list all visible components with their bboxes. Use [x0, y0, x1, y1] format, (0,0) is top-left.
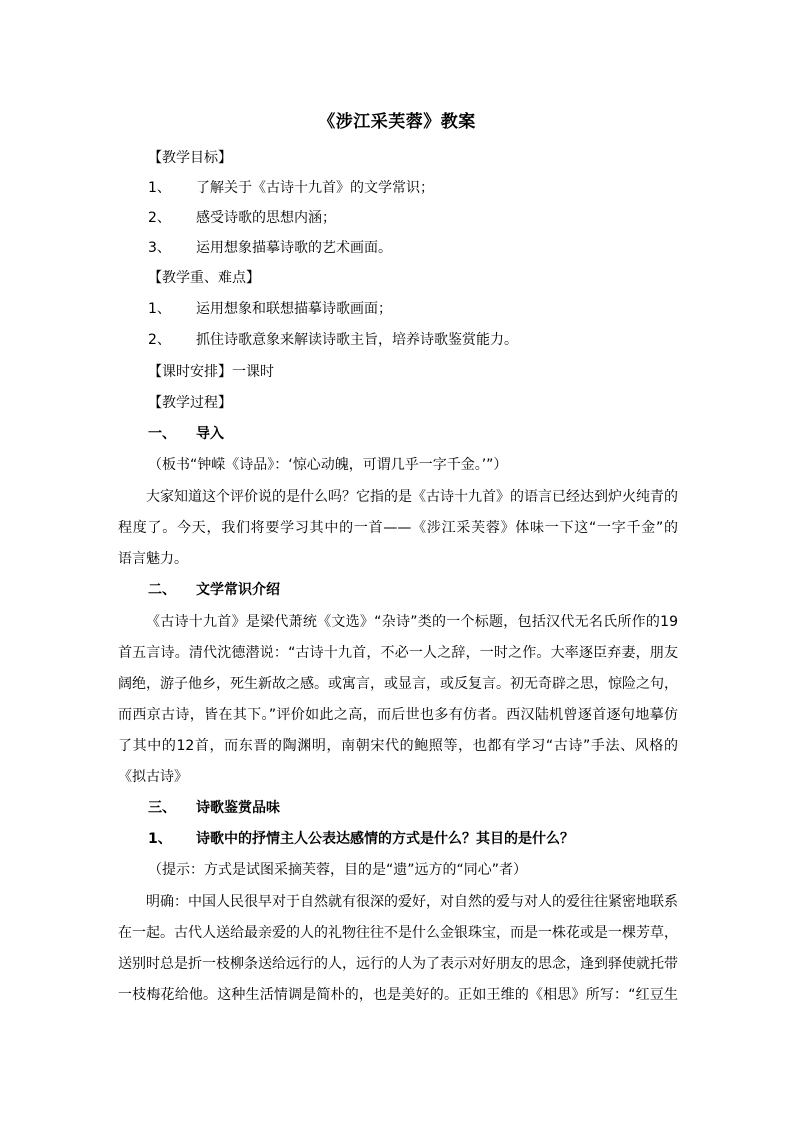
- step-number: 一、: [148, 426, 176, 442]
- step-2-heading: [148, 580, 280, 600]
- question-text: 诗歌中的抒情主人公表达感情的方式是什么？其目的是什么？: [196, 831, 574, 847]
- goal-item-1: [148, 178, 434, 198]
- paragraph-line: 《古诗十九首》是梁代萧统《文选》“杂诗”类的一个标题，包括汉代无名氏所作的19: [146, 614, 678, 630]
- question-1: [148, 829, 574, 849]
- literary-knowledge-paragraph: [118, 607, 678, 793]
- key-points-heading: 【教学重、难点】: [148, 270, 260, 286]
- question-number: 1、: [148, 831, 172, 847]
- step-title: 文学常识介绍: [196, 582, 280, 598]
- goal-number: 1、: [148, 180, 171, 196]
- goals-heading: 【教学目标】: [148, 150, 232, 166]
- step-title: 导入: [196, 426, 224, 442]
- goal-text: 运用想象描摹诗歌的艺术画面。: [196, 240, 392, 256]
- goal-number: 2、: [148, 210, 171, 226]
- paragraph-line: 一枝梅花给他。这种生活情调是简朴的，也是美好的。正如王维的《相思》所写：“红豆生: [118, 987, 678, 1003]
- goal-item-3: [148, 238, 392, 258]
- key-point-number: 1、: [148, 301, 171, 317]
- analysis-paragraph: [118, 887, 678, 1011]
- hint-note: （提示：方式是试图采摘芙蓉，目的是“遗”远方的“同心”者）: [148, 862, 528, 878]
- paragraph-line: 程度了。今天，我们将要学习其中的一首——《涉江采芙蓉》体味一下这“一字千金”的: [118, 520, 678, 536]
- step-3-heading: [148, 798, 280, 818]
- goal-number: 3、: [148, 240, 171, 256]
- intro-paragraph: [118, 482, 678, 575]
- key-point-item-1: [148, 299, 392, 319]
- goal-text: 感受诗歌的思想内涵；: [196, 210, 336, 226]
- step-title: 诗歌鉴赏品味: [196, 800, 280, 816]
- paragraph-line: 阔绝，游子他乡，死生新故之感。或寓言，或显言，或反复言。初无奇辟之思，惊险之句，: [118, 676, 678, 692]
- goal-text: 了解关于《古诗十九首》的文学常识；: [196, 180, 434, 196]
- paragraph-line: 《拟古诗》: [118, 769, 188, 785]
- step-number: 三、: [148, 800, 176, 816]
- paragraph-line: 大家知道这个评价说的是什么吗？它指的是《古诗十九首》的语言已经达到炉火纯青的: [146, 489, 678, 505]
- step-1-heading: [148, 424, 224, 444]
- key-point-item-2: [148, 330, 518, 350]
- key-point-text: 运用想象和联想描摹诗歌画面；: [196, 301, 392, 317]
- document-title: 《涉江采芙蓉》教案: [318, 112, 476, 132]
- key-point-number: 2、: [148, 332, 171, 348]
- paragraph-line: 语言魅力。: [118, 551, 188, 567]
- board-note: （板书“钟嵘《诗品》：‘惊心动魄，可谓几乎一字千金。’”）: [148, 457, 508, 473]
- key-point-text: 抓住诗歌意象来解读诗歌主旨，培养诗歌鉴赏能力。: [196, 332, 518, 348]
- step-number: 二、: [148, 582, 176, 598]
- goal-item-2: [148, 208, 336, 228]
- paragraph-line: 在一起。古代人送给最亲爱的人的礼物往往不是什么金银珠宝，而是一株花或是一棵芳草，: [118, 925, 678, 941]
- paragraph-line: 送别时总是折一枝柳条送给远行的人，远行的人为了表示对好朋友的思念，逢到驿使就托带: [118, 956, 678, 972]
- paragraph-line: 了其中的12首，而东晋的陶渊明，南朝宋代的鲍照等，也都有学习“古诗”手法、风格的: [118, 738, 678, 754]
- paragraph-line: 而西京古诗，皆在其下。”评价如此之高，而后世也多有仿者。西汉陆机曾逐首逐句地摹仿: [118, 707, 678, 723]
- paragraph-line: 首五言诗。清代沈德潜说：“古诗十九首，不必一人之辞，一时之作。大率逐臣弃妻，朋友: [118, 645, 678, 661]
- process-heading: 【教学过程】: [148, 395, 232, 411]
- schedule-line: 【课时安排】一课时: [148, 364, 274, 380]
- paragraph-line: 明确：中国人民很早对于自然就有很深的爱好，对自然的爱与对人的爱往往紧密地联系: [146, 894, 678, 910]
